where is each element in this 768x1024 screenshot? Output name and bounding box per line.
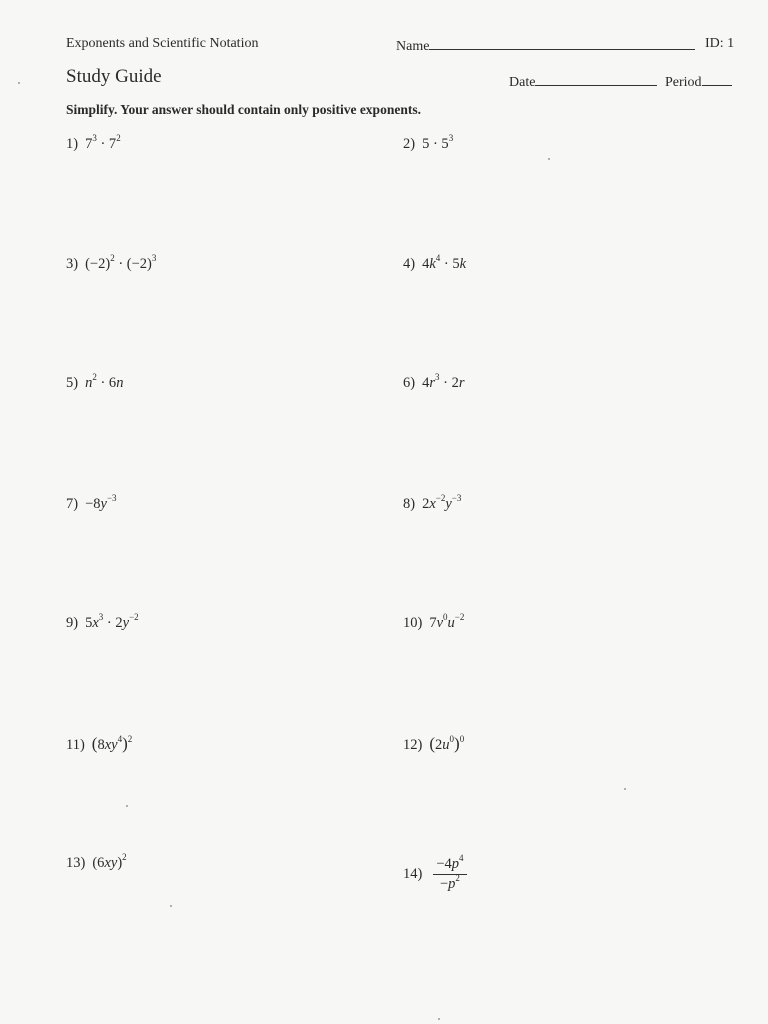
problem-expression: $-8y^{-3}$ [85,493,117,512]
problem-number: 4) [403,256,416,272]
problem-number: 3) [66,256,79,272]
problem-number: 9) [66,615,79,631]
problem-number: 6) [403,375,416,391]
problem-expression: $4k^4 \cdot 5k$ [422,253,467,272]
scan-speck [170,905,172,907]
problem-expression: $(6xy)^2$ [92,852,127,871]
problem-expression: $(8xy^4)^2$ [91,734,133,753]
problem-14 [403,853,467,893]
problem-1 [66,133,121,153]
problem-5 [66,372,124,392]
problem-expression: $(-2)^2 \cdot (-2)^3$ [85,253,157,272]
scan-speck [126,805,128,807]
problem-11 [66,734,132,754]
id-label: ID: 1 [705,36,735,51]
problem-expression: $(2u^0)^0$ [429,734,465,753]
problem-13 [66,852,127,872]
problem-expression: $7v^0u^{-2}$ [429,612,465,631]
problem-7 [66,493,117,513]
fraction-numerator: $-4p^4$ [433,856,466,875]
problem-number: 7) [66,496,79,512]
problem-number: 12) [403,737,423,753]
scan-speck [548,158,550,160]
problem-9 [66,612,139,632]
name-label: Name [396,39,430,54]
period-blank-line [702,72,732,86]
problem-expression: $5 \cdot 5^3$ [422,133,454,152]
page-title: Study Guide [66,66,162,87]
problem-6 [403,372,465,392]
problem-4 [403,253,467,273]
problem-expression: $n^2 \cdot 6n$ [85,372,124,391]
problem-number: 11) [66,737,85,753]
scan-speck [438,1018,440,1020]
problem-expression: $4r^3 \cdot 2r$ [422,372,465,391]
instructions: Simplify. Your answer should contain only positive exponents. [66,102,421,117]
date-field [509,72,657,91]
problem-expression: $7^3 \cdot 7^2$ [85,133,121,152]
problem-expression-fraction [433,853,466,893]
scan-speck [624,788,626,790]
date-blank-line [535,72,657,86]
period-label: Period [665,75,702,90]
name-blank-line [429,36,695,50]
problem-number: 14) [403,866,423,882]
problem-12 [403,734,464,754]
problem-expression: $2x^{-2}y^{-3}$ [422,493,462,512]
problem-8 [403,493,462,513]
worksheet-topic: Exponents and Scientific Notation [66,36,259,51]
name-field [396,36,695,55]
problem-10 [403,612,465,632]
scan-speck [18,82,20,84]
problem-number: 2) [403,136,416,152]
problem-number: 13) [66,855,86,871]
fraction-denominator: $-p^2$ [439,873,460,892]
problem-number: 10) [403,615,423,631]
period-field [665,72,732,91]
problem-number: 1) [66,136,79,152]
date-label: Date [509,75,536,90]
problem-2 [403,133,454,153]
problem-3 [66,253,157,273]
problem-number: 8) [403,496,416,512]
problem-expression: $5x^3 \cdot 2y^{-2}$ [85,612,139,631]
problem-number: 5) [66,375,79,391]
